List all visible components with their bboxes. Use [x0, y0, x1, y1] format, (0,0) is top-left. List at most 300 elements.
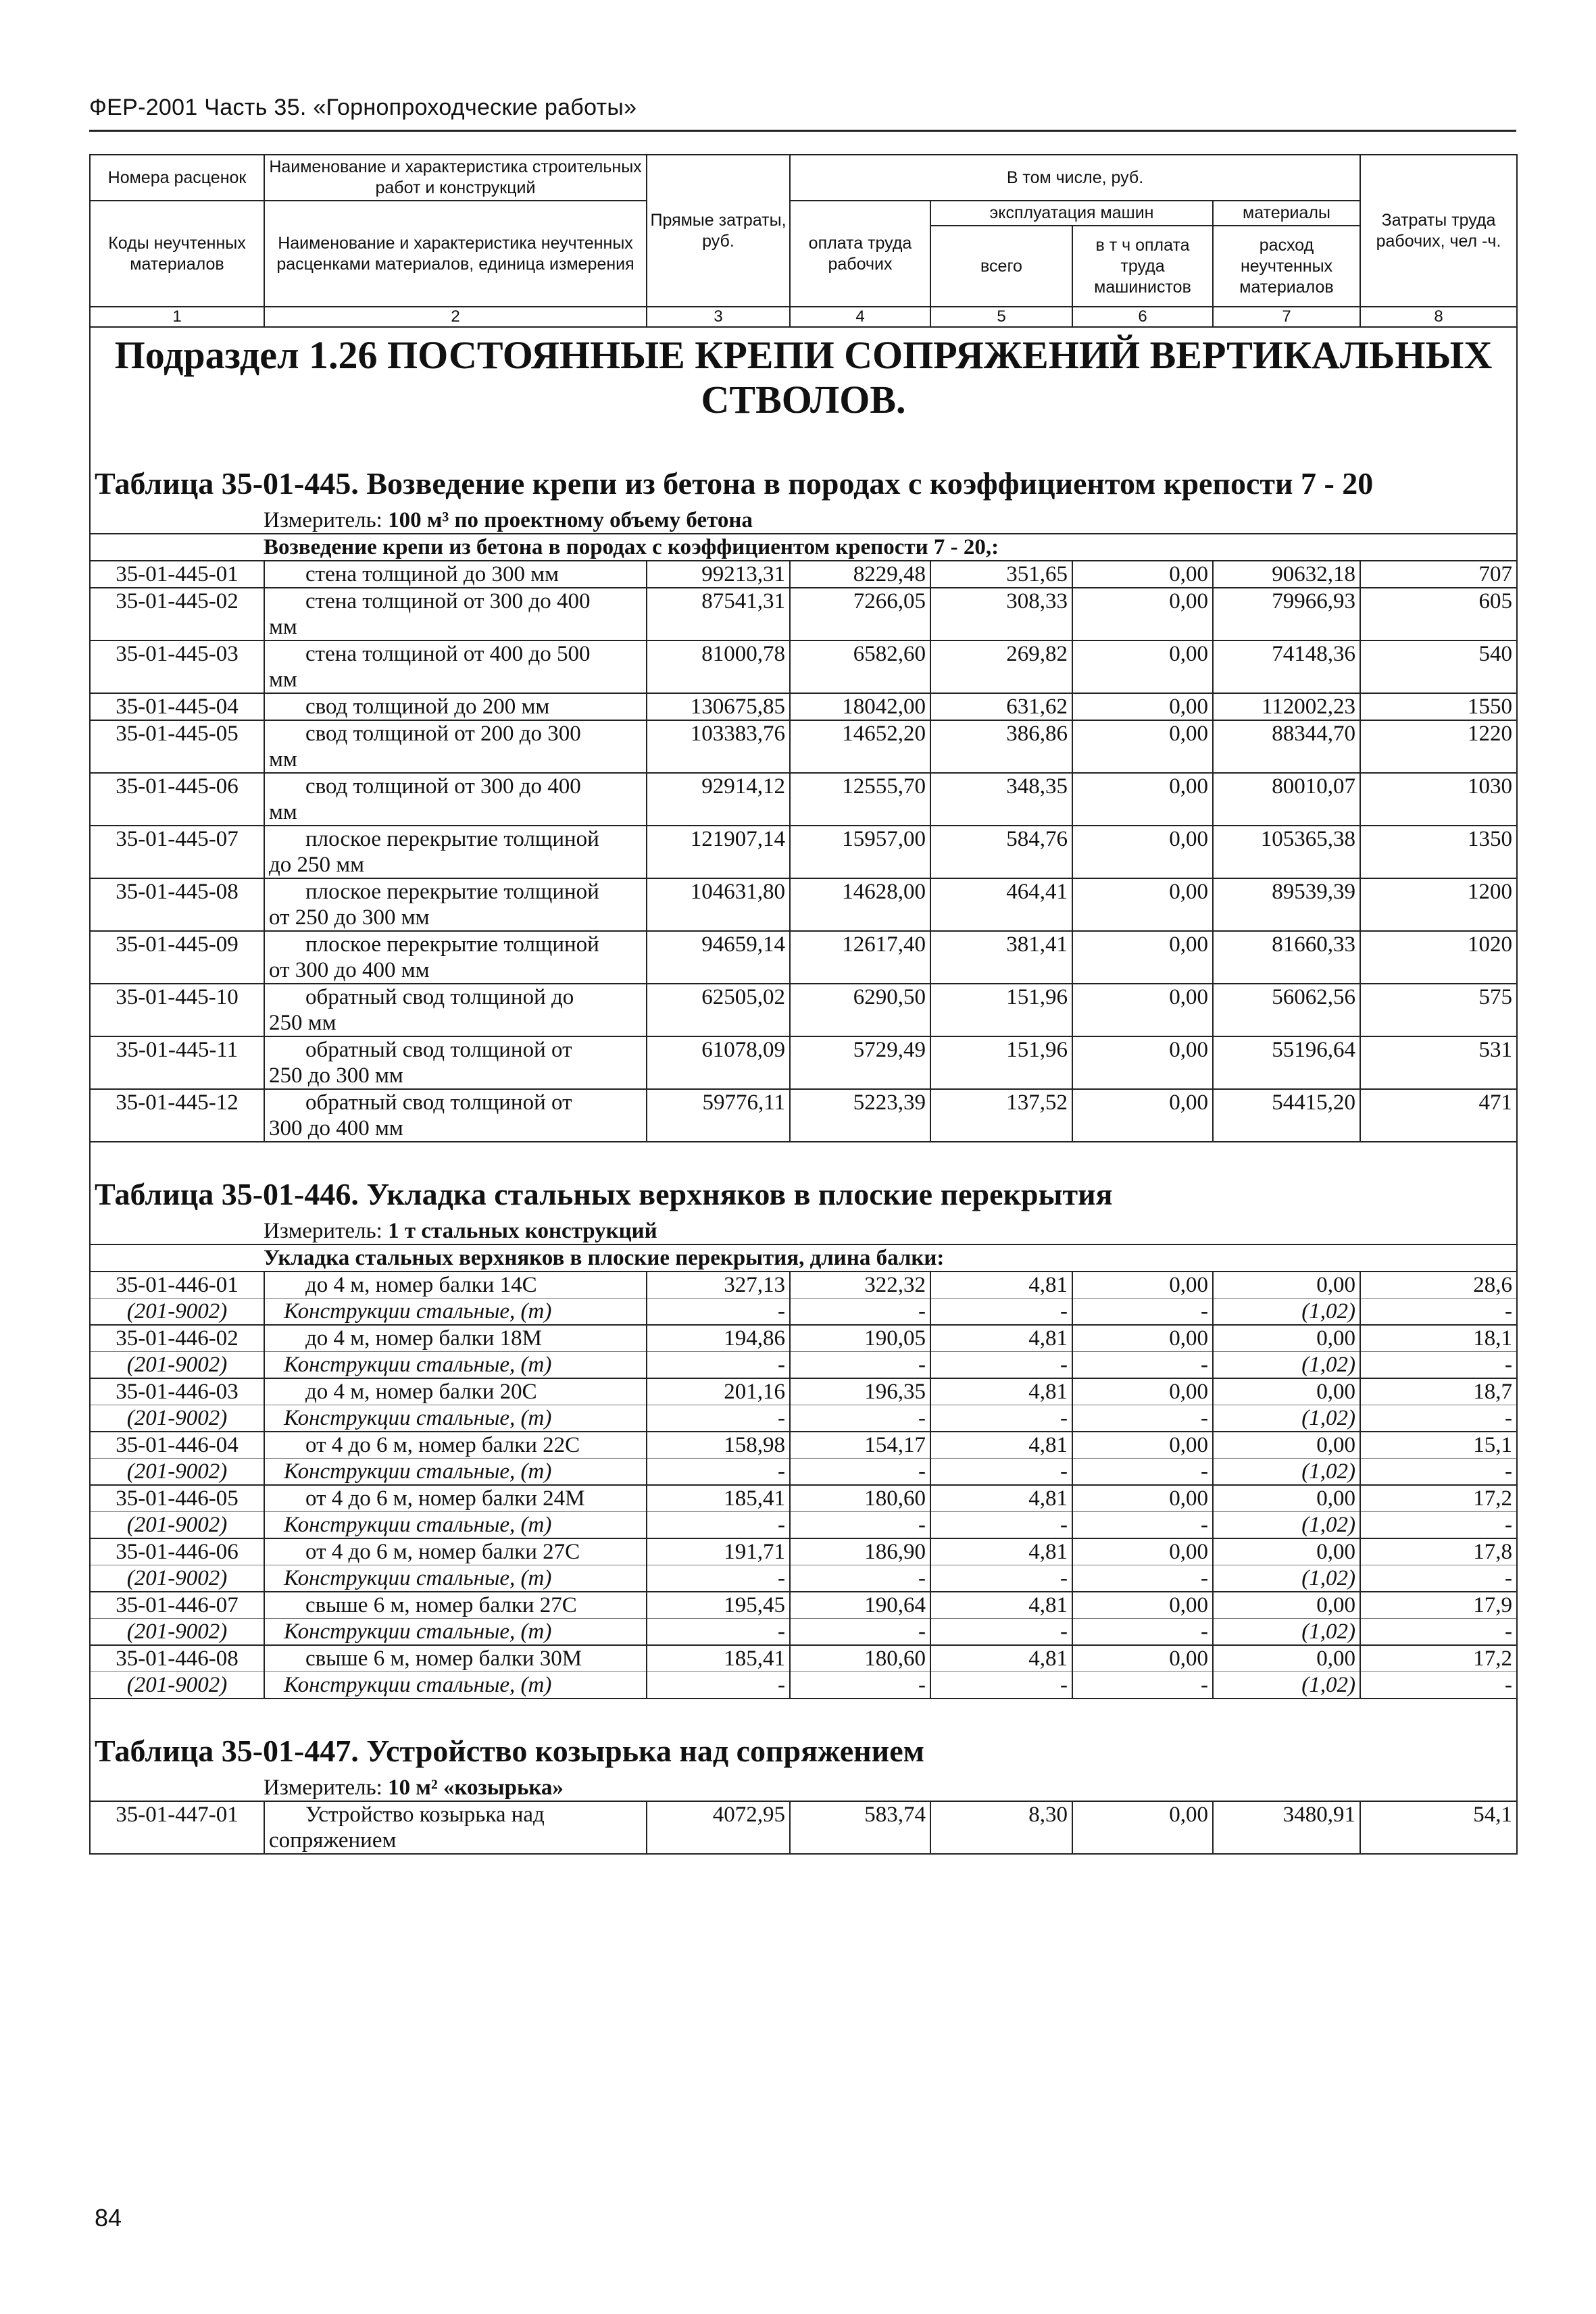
value-direct: 191,71: [647, 1538, 790, 1565]
value-direct: 99213,31: [647, 561, 790, 588]
value-mach-labor: 0,00: [1072, 1485, 1213, 1512]
dash-value: -: [647, 1619, 790, 1646]
meter-value: 1 т стальных конструкций: [388, 1219, 657, 1243]
value-mat: 0,00: [1213, 1645, 1360, 1672]
value-mach: 8,30: [930, 1801, 1072, 1854]
value-labor: 180,60: [790, 1645, 930, 1672]
material-name: Конструкции стальные, (т): [264, 1512, 647, 1539]
value-mat: 80010,07: [1213, 773, 1360, 826]
table-row: [90, 693, 1517, 720]
value-mach: 4,81: [930, 1485, 1072, 1512]
value-hours: 1020: [1360, 931, 1517, 984]
dash-value: -: [1072, 1672, 1213, 1699]
table-row: [90, 1089, 1517, 1142]
value-labor: 14628,00: [790, 878, 930, 931]
value-hours: 17,9: [1360, 1592, 1517, 1619]
dash-value: -: [1072, 1619, 1213, 1646]
value-labor: 8229,48: [790, 561, 930, 588]
table-row: [90, 1378, 1517, 1405]
value-mat: 3480,91: [1213, 1801, 1360, 1854]
value-direct: 327,13: [647, 1272, 790, 1299]
rate-name: [264, 693, 647, 720]
value-mach-labor: 0,00: [1072, 693, 1213, 720]
value-labor: 5729,49: [790, 1036, 930, 1089]
rate-code: 35-01-445-02: [90, 588, 264, 640]
value-mach: 4,81: [930, 1378, 1072, 1405]
rate-name-line2: до 250 мм: [269, 853, 365, 877]
rate-name: [264, 878, 647, 931]
value-mach-labor: 0,00: [1072, 1538, 1213, 1565]
table-row: [90, 878, 1517, 931]
header-machine-operation: эксплуатация машин: [930, 201, 1213, 226]
dash-value: -: [930, 1619, 1072, 1646]
dash-value: -: [1360, 1459, 1517, 1486]
value-direct: 121907,14: [647, 826, 790, 878]
column-number: 3: [647, 307, 790, 327]
material-code: (201-9002): [90, 1352, 264, 1379]
value-direct: 103383,76: [647, 720, 790, 773]
value-hours: 28,6: [1360, 1272, 1517, 1299]
value-mat: 0,00: [1213, 1485, 1360, 1512]
material-row: [90, 1512, 1517, 1539]
column-number: 5: [930, 307, 1072, 327]
dash-value: -: [790, 1512, 930, 1539]
value-hours: 1200: [1360, 878, 1517, 931]
material-row: [90, 1565, 1517, 1592]
dash-value: -: [930, 1405, 1072, 1432]
dash-value: -: [790, 1299, 930, 1326]
table-row: [90, 1325, 1517, 1352]
dash-value: -: [790, 1405, 930, 1432]
value-hours: 18,7: [1360, 1378, 1517, 1405]
value-mat: 0,00: [1213, 1538, 1360, 1565]
rate-name: [264, 1325, 647, 1352]
value-mach-labor: 0,00: [1072, 720, 1213, 773]
value-labor: 322,32: [790, 1272, 930, 1299]
value-mach-labor: 0,00: [1072, 1378, 1213, 1405]
value-mat: 79966,93: [1213, 588, 1360, 640]
rate-name: [264, 773, 647, 826]
value-mach: 4,81: [930, 1592, 1072, 1619]
header-materials-cost: расход неучтенных материалов: [1213, 226, 1360, 307]
material-quantity: (1,02): [1213, 1459, 1360, 1486]
value-mach-labor: 0,00: [1072, 878, 1213, 931]
rate-name-line1: обратный свод толщиной от: [305, 1090, 572, 1115]
value-direct: 92914,12: [647, 773, 790, 826]
value-mach: 151,96: [930, 984, 1072, 1036]
table-row: [90, 640, 1517, 693]
table-row: [90, 1036, 1517, 1089]
header-labor-costs: Затраты труда рабочих, чел -ч.: [1360, 155, 1517, 307]
value-direct: 94659,14: [647, 931, 790, 984]
value-labor: 18042,00: [790, 693, 930, 720]
value-labor: 14652,20: [790, 720, 930, 773]
rate-name-line2: 250 мм: [269, 1011, 336, 1035]
table-meter: [90, 1775, 1517, 1801]
table-title: Таблица 35-01-445. Возведение крепи из бетона в породах с коэффициентом крепости 7 - 20: [90, 436, 1517, 507]
value-mat: 81660,33: [1213, 931, 1360, 984]
value-mach: 4,81: [930, 1432, 1072, 1459]
rate-name-line1: обратный свод толщиной до: [305, 985, 574, 1009]
table-spacer: [90, 1699, 1517, 1719]
value-hours: 471: [1360, 1089, 1517, 1142]
table-row: [90, 720, 1517, 773]
value-hours: 17,2: [1360, 1485, 1517, 1512]
value-hours: 605: [1360, 588, 1517, 640]
rate-code: 35-01-445-08: [90, 878, 264, 931]
value-mach-labor: 0,00: [1072, 588, 1213, 640]
rate-name-text: от 4 до 6 м, номер балки 24М: [305, 1486, 585, 1511]
meter-value: 100 м³ по проектному объему бетона: [388, 508, 753, 532]
rate-name-text: свыше 6 м, номер балки 30М: [305, 1646, 582, 1671]
rate-name-line1: плоское перекрытие толщиной: [305, 827, 599, 851]
rate-name-line1: стена толщиной от 300 до 400: [305, 589, 591, 613]
value-mach: 4,81: [930, 1645, 1072, 1672]
table-row: [90, 1801, 1517, 1854]
rate-name: [264, 1036, 647, 1089]
rate-code: 35-01-445-01: [90, 561, 264, 588]
rate-name-line2: 250 до 300 мм: [269, 1063, 403, 1088]
value-direct: 201,16: [647, 1378, 790, 1405]
material-code: (201-9002): [90, 1565, 264, 1592]
material-quantity: (1,02): [1213, 1352, 1360, 1379]
value-direct: 59776,11: [647, 1089, 790, 1142]
rate-code: 35-01-445-07: [90, 826, 264, 878]
value-mat: 74148,36: [1213, 640, 1360, 693]
value-mat: 0,00: [1213, 1272, 1360, 1299]
rate-name: [264, 1592, 647, 1619]
value-labor: 190,64: [790, 1592, 930, 1619]
material-quantity: (1,02): [1213, 1512, 1360, 1539]
rate-name: [264, 1089, 647, 1142]
value-hours: 575: [1360, 984, 1517, 1036]
table-row: [90, 773, 1517, 826]
table-row: [90, 1645, 1517, 1672]
dash-value: -: [790, 1672, 930, 1699]
value-hours: 17,2: [1360, 1645, 1517, 1672]
material-code: (201-9002): [90, 1512, 264, 1539]
value-labor: 583,74: [790, 1801, 930, 1854]
header-labor-pay: оплата труда рабочих: [790, 201, 930, 307]
dash-value: -: [790, 1565, 930, 1592]
value-direct: 4072,95: [647, 1801, 790, 1854]
column-number: 6: [1072, 307, 1213, 327]
value-mach-labor: 0,00: [1072, 1801, 1213, 1854]
rate-code: 35-01-447-01: [90, 1801, 264, 1854]
material-row: [90, 1672, 1517, 1699]
value-mach: 4,81: [930, 1538, 1072, 1565]
rate-name-line2: 300 до 400 мм: [269, 1116, 403, 1140]
header-machine-labor: в т ч оплата труда машинистов: [1072, 226, 1213, 307]
value-direct: 194,86: [647, 1325, 790, 1352]
dash-value: -: [930, 1565, 1072, 1592]
value-mach: 464,41: [930, 878, 1072, 931]
value-mach: 151,96: [930, 1036, 1072, 1089]
value-direct: 81000,78: [647, 640, 790, 693]
table-row: [90, 1485, 1517, 1512]
material-name: Конструкции стальные, (т): [264, 1459, 647, 1486]
rate-name: [264, 1538, 647, 1565]
header-rate-names: Наименование и характеристика строительных работ и конструкций: [264, 155, 647, 201]
rate-name-line1: свод толщиной от 200 до 300: [305, 722, 581, 746]
value-hours: 707: [1360, 561, 1517, 588]
meter-label: Измеритель:: [264, 508, 389, 532]
value-direct: 185,41: [647, 1485, 790, 1512]
table-title: Таблица 35-01-447. Устройство козырька над сопряжением: [90, 1719, 1517, 1775]
rate-name-line1: свод толщиной до 200 мм: [305, 695, 550, 719]
dash-value: -: [1360, 1352, 1517, 1379]
rate-name: [264, 720, 647, 773]
value-mach: 4,81: [930, 1325, 1072, 1352]
value-mach: 631,62: [930, 693, 1072, 720]
header-rate-numbers: Номера расценок: [90, 155, 264, 201]
rate-name: [264, 1432, 647, 1459]
table-row: [90, 931, 1517, 984]
material-name: Конструкции стальные, (т): [264, 1352, 647, 1379]
rate-name-line1: Устройство козырька над: [305, 1803, 545, 1827]
value-labor: 7266,05: [790, 588, 930, 640]
dash-value: -: [1360, 1512, 1517, 1539]
rate-name-line2: мм: [269, 615, 297, 639]
value-labor: 12555,70: [790, 773, 930, 826]
page-number: 84: [95, 2204, 122, 2232]
value-direct: 185,41: [647, 1645, 790, 1672]
material-row: [90, 1619, 1517, 1646]
material-quantity: (1,02): [1213, 1299, 1360, 1326]
value-mat: 105365,38: [1213, 826, 1360, 878]
rate-name-text: от 4 до 6 м, номер балки 22С: [305, 1433, 580, 1457]
rate-code: 35-01-445-03: [90, 640, 264, 693]
dash-value: -: [1360, 1405, 1517, 1432]
dash-value: -: [930, 1672, 1072, 1699]
value-direct: 158,98: [647, 1432, 790, 1459]
material-name: Конструкции стальные, (т): [264, 1672, 647, 1699]
value-hours: 54,1: [1360, 1801, 1517, 1854]
value-mach-labor: 0,00: [1072, 773, 1213, 826]
dash-value: -: [647, 1405, 790, 1432]
dash-value: -: [930, 1299, 1072, 1326]
value-mat: 90632,18: [1213, 561, 1360, 588]
dash-value: -: [1072, 1512, 1213, 1539]
rate-name-text: от 4 до 6 м, номер балки 27С: [305, 1540, 580, 1564]
value-labor: 6290,50: [790, 984, 930, 1036]
column-number: 1: [90, 307, 264, 327]
rate-code: 35-01-445-09: [90, 931, 264, 984]
dash-value: -: [647, 1352, 790, 1379]
dash-value: -: [790, 1352, 930, 1379]
value-mat: 112002,23: [1213, 693, 1360, 720]
rate-name-line1: плоское перекрытие толщиной: [305, 932, 599, 957]
value-hours: 15,1: [1360, 1432, 1517, 1459]
rate-name: [264, 561, 647, 588]
rate-name: [264, 826, 647, 878]
rate-name-text: до 4 м, номер балки 18М: [305, 1326, 542, 1351]
value-mat: 55196,64: [1213, 1036, 1360, 1089]
table-row: [90, 826, 1517, 878]
dash-value: -: [1072, 1405, 1213, 1432]
header-materials: материалы: [1213, 201, 1360, 226]
value-mat: 0,00: [1213, 1592, 1360, 1619]
table-row: [90, 588, 1517, 640]
column-number: 4: [790, 307, 930, 327]
value-labor: 180,60: [790, 1485, 930, 1512]
value-hours: 540: [1360, 640, 1517, 693]
value-mach-labor: 0,00: [1072, 561, 1213, 588]
rate-name-line2: от 250 до 300 мм: [269, 905, 430, 930]
value-mach-labor: 0,00: [1072, 826, 1213, 878]
rate-name: [264, 1801, 647, 1854]
value-mach: 584,76: [930, 826, 1072, 878]
value-mach-labor: 0,00: [1072, 1592, 1213, 1619]
table-row: [90, 984, 1517, 1036]
rate-name-line1: плоское перекрытие толщиной: [305, 880, 599, 904]
value-hours: 1550: [1360, 693, 1517, 720]
rate-code: 35-01-446-02: [90, 1325, 264, 1352]
rate-name-text: до 4 м, номер балки 14С: [305, 1273, 537, 1297]
rate-name-line2: сопряжением: [269, 1828, 397, 1853]
rate-name-line2: мм: [269, 668, 297, 692]
rate-code: 35-01-445-06: [90, 773, 264, 826]
material-row: [90, 1352, 1517, 1379]
value-mach: 381,41: [930, 931, 1072, 984]
table-row: [90, 1592, 1517, 1619]
value-mach-labor: 0,00: [1072, 1036, 1213, 1089]
rate-code: 35-01-446-05: [90, 1485, 264, 1512]
dash-value: -: [1072, 1565, 1213, 1592]
material-quantity: (1,02): [1213, 1565, 1360, 1592]
dash-value: -: [1360, 1672, 1517, 1699]
material-row: [90, 1299, 1517, 1326]
table-spacer: [90, 1142, 1517, 1163]
value-mach: 308,33: [930, 588, 1072, 640]
value-hours: 17,8: [1360, 1538, 1517, 1565]
value-labor: 190,05: [790, 1325, 930, 1352]
rates-table: [89, 154, 1518, 1855]
table-group-title: Возведение крепи из бетона в породах с коэффициентом крепости 7 - 20,:: [90, 534, 1517, 561]
value-mach: 4,81: [930, 1272, 1072, 1299]
value-labor: 15957,00: [790, 826, 930, 878]
material-code: (201-9002): [90, 1299, 264, 1326]
rate-name-text: до 4 м, номер балки 20С: [305, 1380, 537, 1404]
dash-value: -: [647, 1299, 790, 1326]
meter-label: Измеритель:: [264, 1776, 389, 1800]
header-direct-costs: Прямые затраты, руб.: [647, 155, 790, 307]
rate-name: [264, 1485, 647, 1512]
rate-name: [264, 588, 647, 640]
dash-value: -: [930, 1352, 1072, 1379]
value-mach-labor: 0,00: [1072, 1325, 1213, 1352]
rate-code: 35-01-445-12: [90, 1089, 264, 1142]
table-meter: [90, 1218, 1517, 1244]
value-direct: 195,45: [647, 1592, 790, 1619]
material-code: (201-9002): [90, 1672, 264, 1699]
header-material-names: Наименование и характеристика неучтенных расценками материалов, единица измерения: [264, 201, 647, 307]
dash-value: -: [790, 1459, 930, 1486]
rate-name-line2: мм: [269, 800, 297, 824]
column-number: 8: [1360, 307, 1517, 327]
value-labor: 154,17: [790, 1432, 930, 1459]
dash-value: -: [1072, 1352, 1213, 1379]
rate-code: 35-01-445-04: [90, 693, 264, 720]
rate-name: [264, 931, 647, 984]
rate-code: 35-01-446-04: [90, 1432, 264, 1459]
table-row: [90, 1538, 1517, 1565]
rate-name: [264, 1645, 647, 1672]
rate-name-line1: свод толщиной от 300 до 400: [305, 774, 581, 799]
value-mach-labor: 0,00: [1072, 1272, 1213, 1299]
rate-name: [264, 984, 647, 1036]
value-mach: 137,52: [930, 1089, 1072, 1142]
rate-code: 35-01-446-01: [90, 1272, 264, 1299]
value-mat: 54415,20: [1213, 1089, 1360, 1142]
dash-value: -: [1360, 1299, 1517, 1326]
value-mach-labor: 0,00: [1072, 1089, 1213, 1142]
section-title: Подраздел 1.26 ПОСТОЯННЫЕ КРЕПИ СОПРЯЖЕНИЙ ВЕРТИКАЛЬНЫХ СТВОЛОВ.: [90, 327, 1517, 436]
material-name: Конструкции стальные, (т): [264, 1619, 647, 1646]
value-labor: 186,90: [790, 1538, 930, 1565]
material-code: (201-9002): [90, 1459, 264, 1486]
value-mat: 0,00: [1213, 1325, 1360, 1352]
material-code: (201-9002): [90, 1619, 264, 1646]
column-number: 7: [1213, 307, 1360, 327]
header-including: В том числе, руб.: [790, 155, 1360, 201]
table-row: [90, 1272, 1517, 1299]
material-quantity: (1,02): [1213, 1672, 1360, 1699]
value-labor: 196,35: [790, 1378, 930, 1405]
dash-value: -: [647, 1459, 790, 1486]
rate-name: [264, 1378, 647, 1405]
rate-code: 35-01-445-11: [90, 1036, 264, 1089]
value-mach: 351,65: [930, 561, 1072, 588]
header-machine-total: всего: [930, 226, 1072, 307]
material-row: [90, 1459, 1517, 1486]
column-number: 2: [264, 307, 647, 327]
dash-value: -: [1072, 1459, 1213, 1486]
value-direct: 61078,09: [647, 1036, 790, 1089]
material-quantity: (1,02): [1213, 1619, 1360, 1646]
table-title: Таблица 35-01-446. Укладка стальных верхняков в плоские перекрытия: [90, 1163, 1517, 1218]
dash-value: -: [1360, 1565, 1517, 1592]
table-row: [90, 561, 1517, 588]
dash-value: -: [790, 1619, 930, 1646]
rate-code: 35-01-446-08: [90, 1645, 264, 1672]
value-mat: 89539,39: [1213, 878, 1360, 931]
value-mach: 348,35: [930, 773, 1072, 826]
value-direct: 87541,31: [647, 588, 790, 640]
rate-name-line1: стена толщиной до 300 мм: [305, 562, 559, 586]
dash-value: -: [930, 1459, 1072, 1486]
value-mat: 0,00: [1213, 1378, 1360, 1405]
value-mach: 269,82: [930, 640, 1072, 693]
value-hours: 18,1: [1360, 1325, 1517, 1352]
value-hours: 1030: [1360, 773, 1517, 826]
rate-code: 35-01-446-03: [90, 1378, 264, 1405]
material-name: Конструкции стальные, (т): [264, 1565, 647, 1592]
value-hours: 1350: [1360, 826, 1517, 878]
material-row: [90, 1405, 1517, 1432]
material-name: Конструкции стальные, (т): [264, 1405, 647, 1432]
table-row: [90, 1432, 1517, 1459]
meter-value: 10 м² «козырька»: [388, 1776, 564, 1800]
value-mach-labor: 0,00: [1072, 1432, 1213, 1459]
rate-name-line2: от 300 до 400 мм: [269, 958, 430, 982]
value-mat: 0,00: [1213, 1432, 1360, 1459]
rate-code: 35-01-446-06: [90, 1538, 264, 1565]
table-meter: [90, 507, 1517, 534]
rate-name-line2: мм: [269, 747, 297, 772]
value-mach-labor: 0,00: [1072, 640, 1213, 693]
value-direct: 104631,80: [647, 878, 790, 931]
